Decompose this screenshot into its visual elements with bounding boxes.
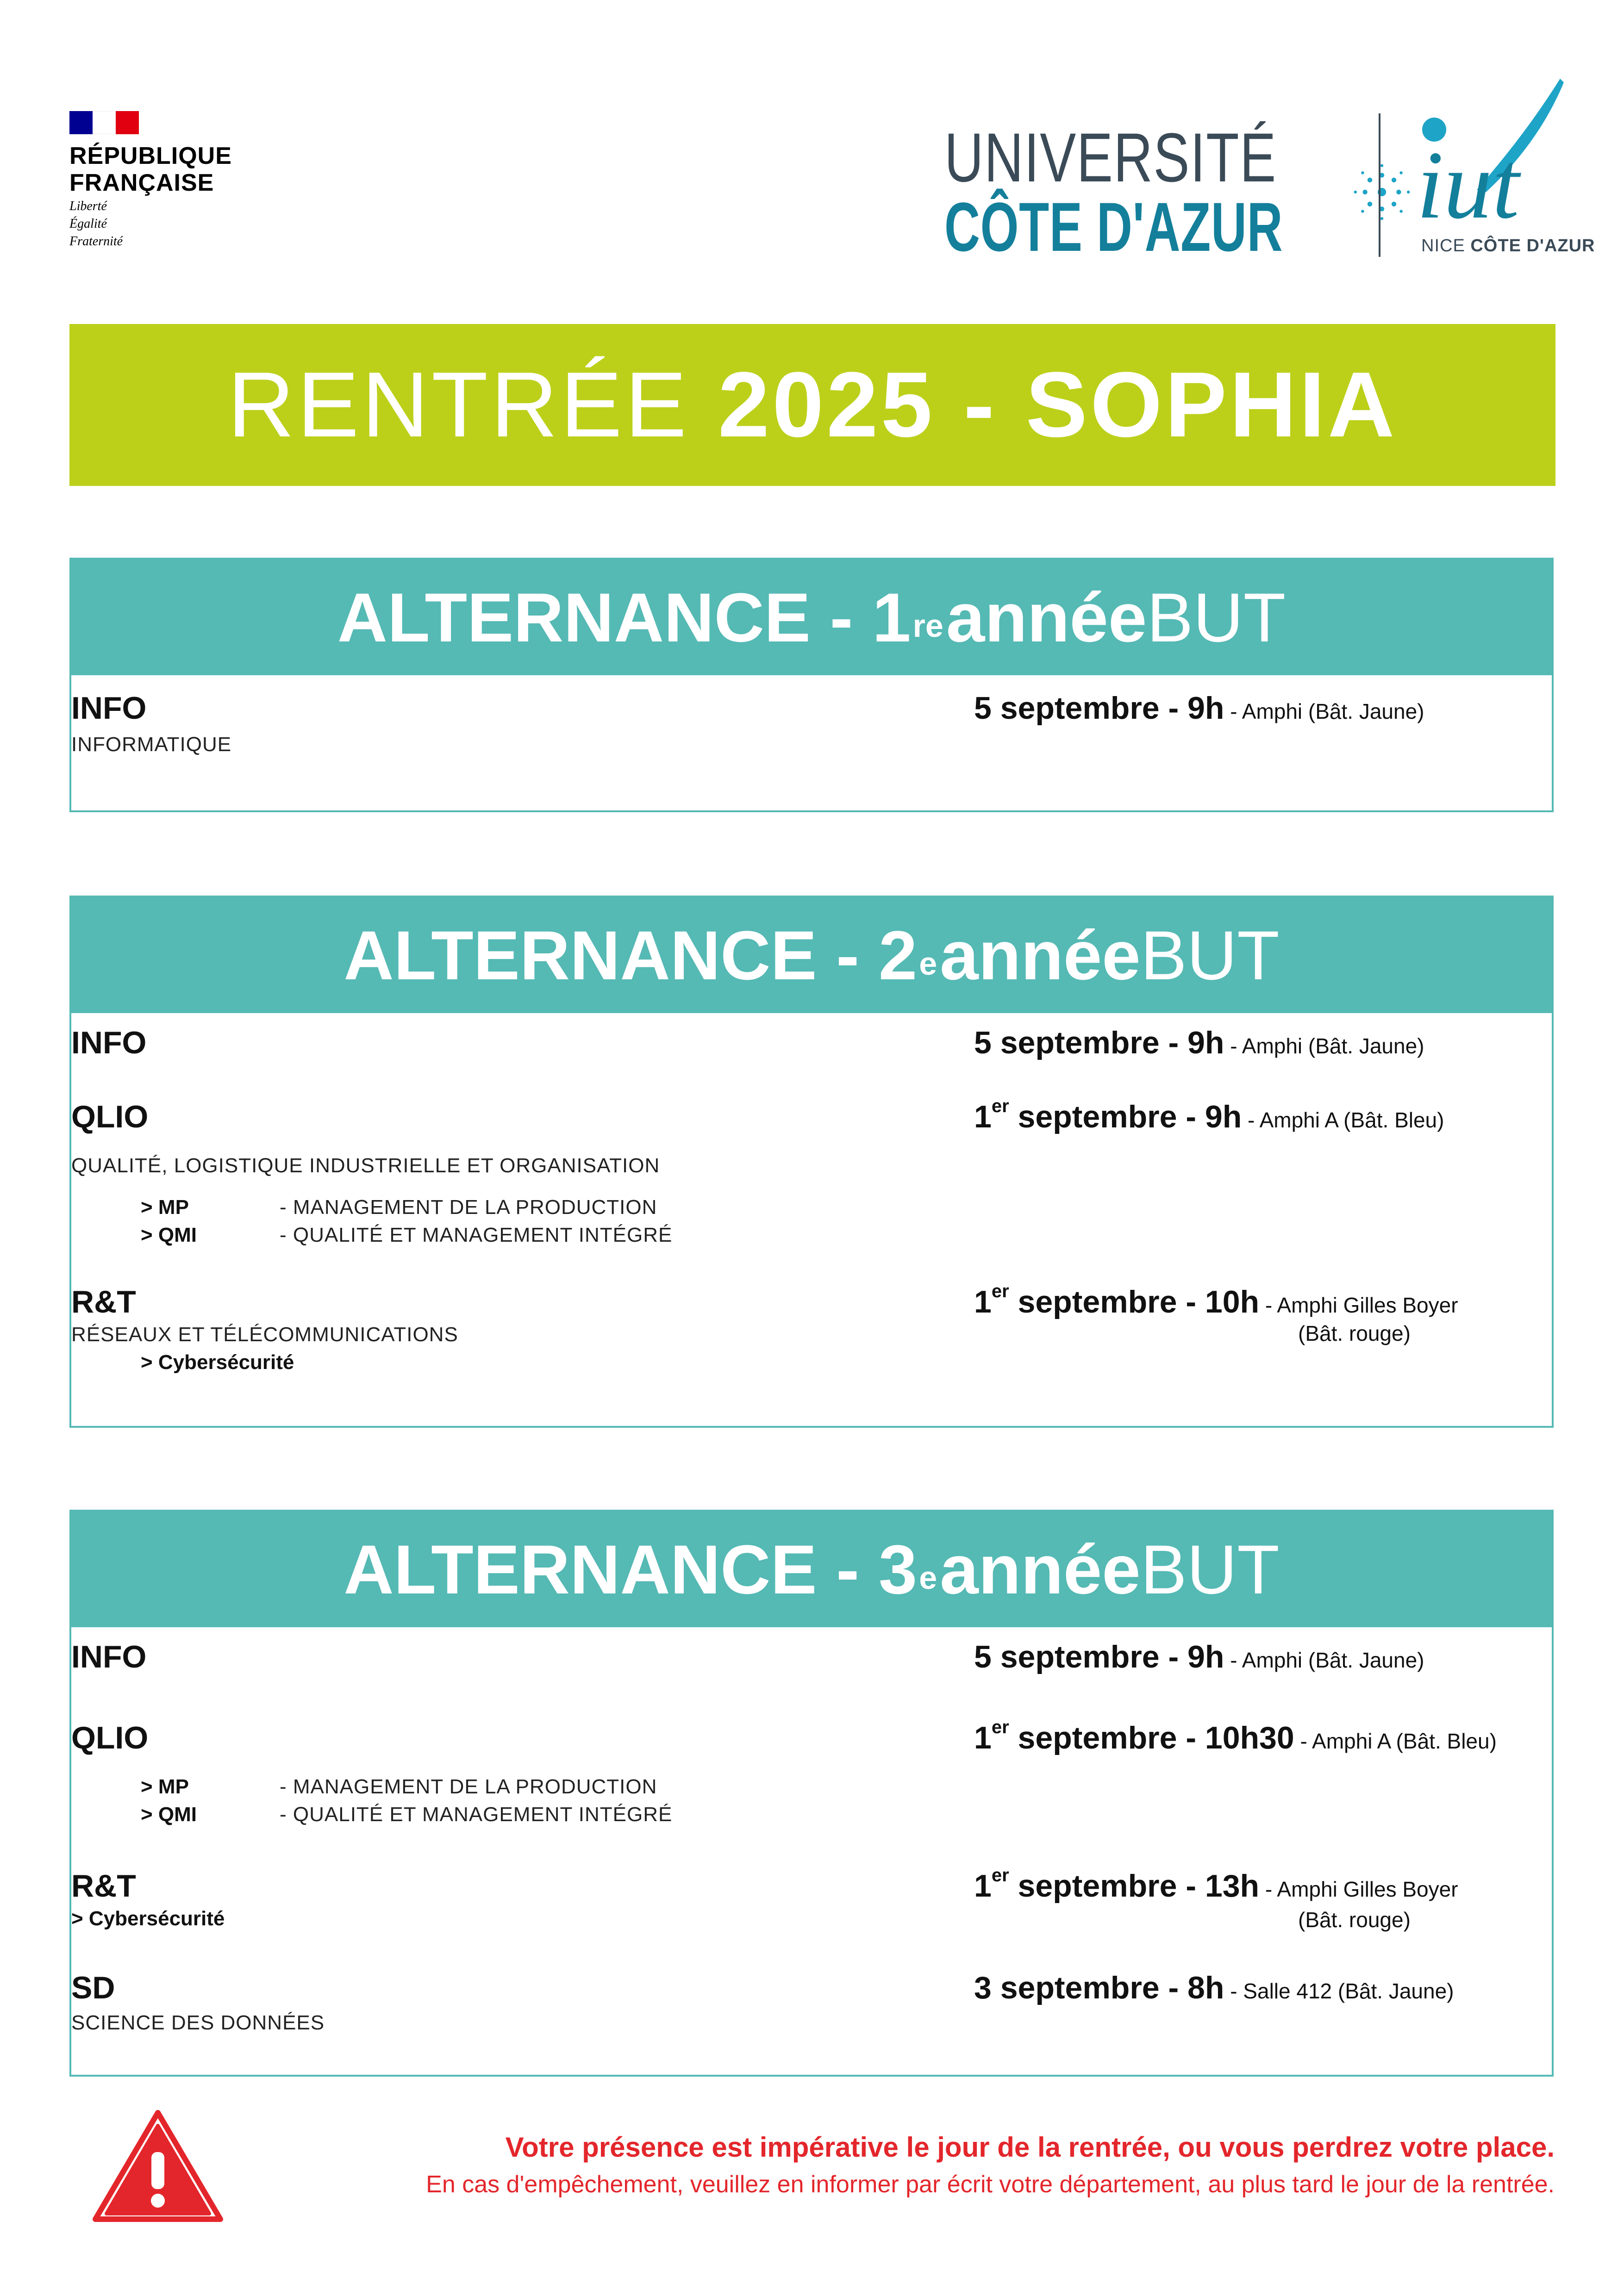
warning-text-detail: En cas d'empêchement, veuillez en informer par écrit votre département, au plus tard le jour de la rentrée. (426, 2171, 1555, 2198)
uca-line1: UNIVERSITÉ (944, 118, 1277, 196)
option-desc: - QUALITÉ ET MANAGEMENT INTÉGRÉ (280, 1803, 673, 1826)
universite-cote-azur-logo (944, 74, 1595, 266)
option-code: > QMI (141, 1224, 197, 1246)
section-2e-annee (69, 896, 1554, 1428)
section-2-title: ALTERNANCE - 2 $^e$ année BUT (71, 897, 1552, 1013)
program-date: 3 septembre - 8h - Salle 412 (Bât. Jaune) (974, 1970, 1454, 2005)
program-date: 5 septembre - 9h - Amphi (Bât. Jaune) (974, 691, 1424, 726)
program-date: 5 septembre - 9h - Amphi (Bât. Jaune) (974, 1025, 1424, 1060)
option-code: > MP (141, 1775, 189, 1798)
uca-line2: CÔTE D'AZUR (944, 188, 1283, 266)
program-code: INFO (71, 691, 147, 726)
warning-text-main: Votre présence est impérative le jour de la rentrée, ou vous perdrez votre place. (505, 2132, 1555, 2163)
iut-logo-icon (1417, 74, 1565, 227)
program-code: QLIO (71, 1720, 149, 1755)
uca-constellation-icon (1352, 162, 1412, 222)
logo-separator (1379, 113, 1380, 257)
option-desc: - QUALITÉ ET MANAGEMENT INTÉGRÉ (280, 1224, 673, 1246)
program-date: 1er septembre - 9h - Amphi A (Bât. Bleu) (974, 1096, 1444, 1134)
warning-icon (91, 2108, 225, 2224)
program-full-name: QUALITÉ, LOGISTIQUE INDUSTRIELLE ET ORGANISATION (71, 1154, 660, 1177)
section-3-title: ALTERNANCE - 3 $^e$ année BUT (71, 1512, 1552, 1627)
iut-subtitle: NICE CÔTE D'AZUR (1421, 236, 1595, 255)
program-full-name: INFORMATIQUE (71, 733, 232, 756)
program-full-name: RÉSEAUX ET TÉLÉCOMMUNICATIONS (71, 1323, 458, 1346)
rf-line1: RÉPUBLIQUE (69, 143, 232, 169)
room-line2: (Bât. rouge) (1298, 1321, 1411, 1345)
rf-line2: FRANÇAISE (69, 169, 214, 196)
program-full-name: SCIENCE DES DONNÉES (71, 2011, 325, 2034)
program-code: R&T (71, 1284, 136, 1319)
program-date: 5 septembre - 9h - Amphi (Bât. Jaune) (974, 1639, 1424, 1674)
program-code: SD (71, 1970, 115, 2005)
program-code: QLIO (71, 1099, 149, 1134)
option-code: > Cybersécurité (141, 1351, 294, 1374)
option-code: > QMI (141, 1803, 197, 1826)
rf-motto-3: Fraternité (69, 234, 123, 249)
french-flag-icon (69, 111, 139, 134)
rf-motto-2: Égalité (69, 217, 107, 231)
republique-francaise-logo (69, 111, 347, 264)
rf-motto-1: Liberté (69, 199, 107, 213)
option-code: > MP (141, 1196, 189, 1219)
section-1-title: ALTERNANCE - 1 $^{re}$ année BUT (71, 560, 1552, 675)
program-date: 1er septembre - 10h30 - Amphi A (Bât. Bleu) (974, 1717, 1497, 1755)
section-1re-annee (69, 558, 1554, 812)
iut-mark-text: iut (1417, 131, 1519, 227)
program-code: R&T (71, 1868, 136, 1904)
room-line2: (Bât. rouge) (1298, 1908, 1411, 1932)
program-date: 1er septembre - 10h - Amphi Gilles Boyer (974, 1281, 1458, 1319)
title-banner (69, 324, 1555, 486)
program-code: INFO (71, 1639, 147, 1674)
option-desc: - MANAGEMENT DE LA PRODUCTION (280, 1775, 657, 1798)
section-3e-annee (69, 1510, 1554, 2077)
program-date: 1er septembre - 13h - Amphi Gilles Boyer (974, 1865, 1458, 1904)
option-desc: - MANAGEMENT DE LA PRODUCTION (280, 1196, 657, 1219)
program-code: INFO (71, 1025, 147, 1060)
option-code: > Cybersécurité (71, 1907, 225, 1930)
banner-title: RENTRÉE 2025 - SOPHIA (227, 353, 1398, 456)
